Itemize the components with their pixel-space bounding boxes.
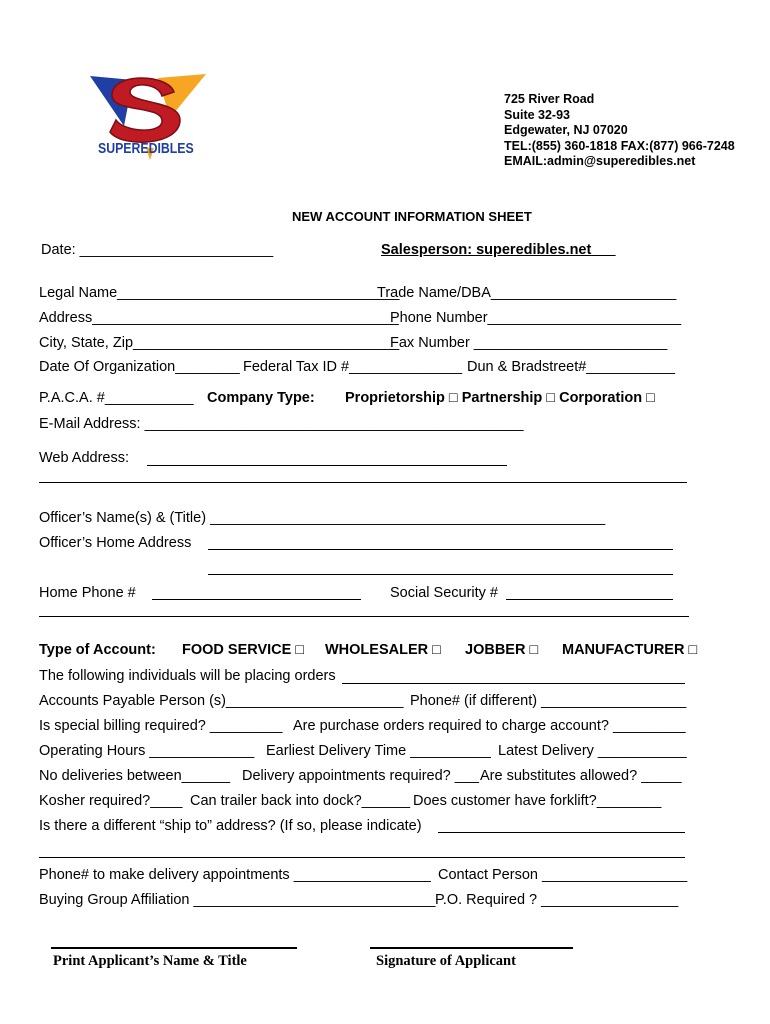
- company-address: [504, 92, 735, 170]
- date-of-organization-field[interactable]: Date Of Organization________: [39, 359, 240, 375]
- delivery-appointments-field[interactable]: Delivery appointments required? ___: [242, 768, 479, 784]
- fax-number-field[interactable]: Fax Number ________________________: [390, 335, 668, 351]
- section-divider: [39, 616, 689, 617]
- company-type-label: Company Type:: [207, 390, 315, 406]
- purchase-orders-field[interactable]: Are purchase orders required to charge account? _________: [293, 718, 686, 734]
- officer-home-address-line-2[interactable]: [208, 574, 673, 575]
- city-state-zip-field[interactable]: City, State, Zip_________________________________: [39, 335, 400, 351]
- latest-delivery-field[interactable]: Latest Delivery ___________: [498, 743, 687, 759]
- officer-home-address-line[interactable]: [208, 549, 673, 550]
- accounts-payable-field[interactable]: Accounts Payable Person (s)______________________: [39, 693, 404, 709]
- web-address-label: Web Address:: [39, 450, 130, 466]
- social-security-label: Social Security #: [390, 585, 498, 601]
- address-line: TEL:(855) 360-1818 FAX:(877) 966-7248: [504, 138, 735, 153]
- dun-bradstreet-field[interactable]: Dun & Bradstreet#___________: [467, 359, 675, 375]
- address-line: 725 River Road: [504, 92, 595, 106]
- print-name-label: Print Applicant’s Name & Title: [53, 953, 247, 969]
- company-logo: [88, 70, 208, 164]
- ship-to-label: Is there a different “ship to” address? (If so, please indicate): [39, 818, 422, 834]
- date-field[interactable]: Date: ________________________: [41, 242, 274, 258]
- address-line: Suite 32-93: [504, 107, 571, 122]
- address-line: EMAIL:admin@superedibles.net: [504, 154, 696, 168]
- individuals-ordering-label: The following individuals will be placing orders: [39, 668, 336, 684]
- email-field[interactable]: E-Mail Address: _______________________________________________: [39, 416, 524, 432]
- federal-tax-id-field[interactable]: Federal Tax ID #______________: [243, 359, 463, 375]
- individuals-ordering-line[interactable]: [342, 683, 685, 684]
- po-required-field[interactable]: P.O. Required ? _________________: [435, 892, 679, 908]
- social-security-line[interactable]: [506, 599, 673, 600]
- type-jobber-checkbox[interactable]: JOBBER □: [465, 642, 539, 658]
- trade-name-field[interactable]: Trade Name/DBA_______________________: [377, 285, 677, 301]
- officer-home-address-label: Officer’s Home Address: [39, 535, 192, 551]
- paca-field[interactable]: P.A.C.A. #___________: [39, 390, 194, 406]
- type-wholesaler-checkbox[interactable]: WHOLESALER □: [325, 642, 441, 658]
- officer-names-field[interactable]: Officer’s Name(s) & (Title) _________________________________________________: [39, 510, 606, 526]
- operating-hours-field[interactable]: Operating Hours _____________: [39, 743, 255, 759]
- forklift-field[interactable]: Does customer have forklift?________: [413, 793, 662, 809]
- phone-delivery-appointments-field[interactable]: Phone# to make delivery appointments _________________: [39, 867, 431, 883]
- address-field[interactable]: Address______________________________________: [39, 310, 399, 326]
- contact-person-field[interactable]: Contact Person __________________: [438, 867, 688, 883]
- signature-label: Signature of Applicant: [376, 953, 516, 969]
- home-phone-line[interactable]: [152, 599, 361, 600]
- legal-name-field[interactable]: Legal Name___________________________________: [39, 285, 400, 301]
- no-deliveries-field[interactable]: No deliveries between______: [39, 768, 231, 784]
- type-of-account-label: Type of Account:: [39, 642, 156, 658]
- company-type-options[interactable]: Proprietorship □ Partnership □ Corporation □: [345, 390, 655, 406]
- signature-line[interactable]: [370, 947, 573, 949]
- substitutes-field[interactable]: Are substitutes allowed? _____: [480, 768, 682, 784]
- web-address-line[interactable]: [147, 465, 507, 466]
- special-billing-field[interactable]: Is special billing required? _________: [39, 718, 283, 734]
- ship-to-line[interactable]: [438, 832, 685, 833]
- salesperson-field[interactable]: Salesperson: superedibles.net___: [381, 242, 616, 258]
- type-manufacturer-checkbox[interactable]: MANUFACTURER □: [562, 642, 698, 658]
- kosher-field[interactable]: Kosher required?____: [39, 793, 183, 809]
- phone-if-different-field[interactable]: Phone# (if different) __________________: [410, 693, 687, 709]
- phone-number-field[interactable]: Phone Number________________________: [390, 310, 682, 326]
- section-divider: [39, 482, 687, 483]
- form-title: NEW ACCOUNT INFORMATION SHEET: [292, 209, 532, 224]
- trailer-dock-field[interactable]: Can trailer back into dock?______: [190, 793, 411, 809]
- type-food-service-checkbox[interactable]: FOOD SERVICE □: [182, 642, 305, 658]
- address-line: Edgewater, NJ 07020: [504, 123, 628, 137]
- buying-group-field[interactable]: Buying Group Affiliation ______________________________: [39, 892, 436, 908]
- home-phone-label: Home Phone #: [39, 585, 136, 601]
- earliest-delivery-field[interactable]: Earliest Delivery Time __________: [266, 743, 491, 759]
- ship-to-line-2[interactable]: [39, 857, 685, 858]
- print-name-line[interactable]: [51, 947, 297, 949]
- logo-wordmark: SUPEREDIBLES: [98, 140, 194, 157]
